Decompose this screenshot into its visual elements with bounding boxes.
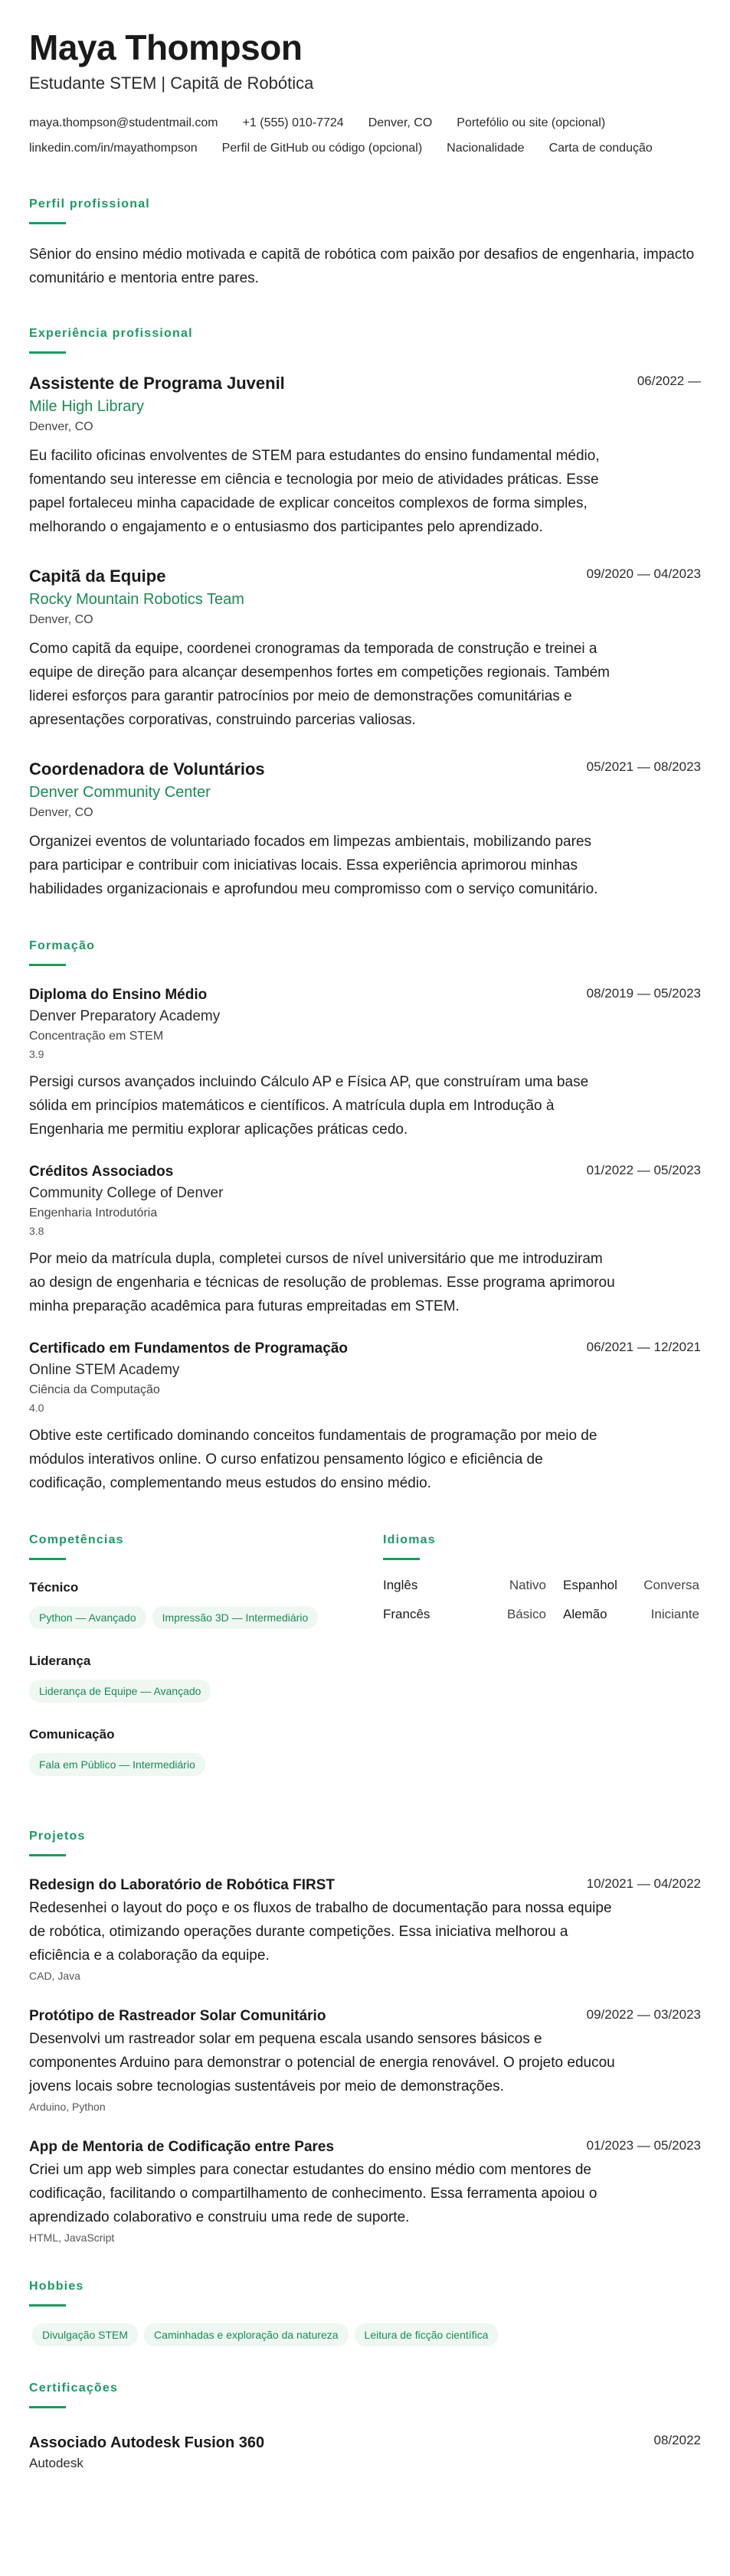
project-entry xyxy=(29,2006,701,2115)
section-rule xyxy=(29,1854,66,1856)
contact-list xyxy=(29,110,701,161)
language-level: Básico xyxy=(506,1607,546,1621)
entry-organization: Rocky Mountain Robotics Team xyxy=(29,591,244,608)
language-name: Espanhol xyxy=(563,1578,617,1592)
candidate-headline: Estudante STEM | Capitã de Robótica xyxy=(29,73,314,93)
entry-title: Assistente de Programa Juvenil xyxy=(29,374,285,393)
entry-location: Denver, CO xyxy=(29,806,93,819)
project-entry xyxy=(29,2137,701,2246)
entry-description: Organizei eventos de voluntariado focados em limpezas ambientais, mobilizando pares para participar e contribuir com iniciativas locais. Essa experiência aprimorou minhas habilidades organizacionais e aprofundou meu compromisso com o serviço comunitário. xyxy=(29,834,598,897)
hobby-chip: Caminhadas e exploração da natureza xyxy=(144,2323,349,2346)
skill-category: Técnico xyxy=(29,1580,79,1595)
entry-description: Eu facilito oficinas envolventes de STEM para estudantes do ensino fundamental médio, fomentando seu interesse em ciência e tecnologia por meio de atividades práticas. Esse papel fortaleceu minha capacidade de explicar conceitos complexos de forma simples, melhorando o engajamento e o entusiasmo dos participantes pelo aprendizado. xyxy=(29,448,600,535)
entry-title: App de Mentoria de Codificação entre Pares xyxy=(29,2139,335,2155)
entry-gpa: 4.0 xyxy=(29,1402,44,1414)
entry-gpa: 3.9 xyxy=(29,1048,44,1060)
skill-group xyxy=(29,1725,383,1782)
section-title: Certificações xyxy=(29,2382,119,2395)
entry-location: Denver, CO xyxy=(29,613,93,626)
entry-title: Capitã da Equipe xyxy=(29,566,166,586)
entry-title: Coordenadora de Voluntários xyxy=(29,759,265,779)
section-title: Experiência profissional xyxy=(29,327,193,340)
skill-group xyxy=(29,1652,383,1709)
project-entry xyxy=(29,1875,701,1984)
entry-institution: Denver Preparatory Academy xyxy=(29,1008,221,1024)
certifications-section xyxy=(29,2380,701,2473)
education-entry xyxy=(29,1161,701,1318)
entry-title: Redesign do Laboratório de Robótica FIRST xyxy=(29,1877,336,1893)
entry-description: Como capitã da equipe, coordenei cronogramas da temporada de construção e treinei a equipe de direção para alcançar desempenhos fortes em competições regionais. Também liderei esforços para garantir patrocínios por meio de demonstrações comunitárias e apresentações corporativas, construindo parcerias valiosas. xyxy=(29,641,610,728)
skill-chip: Python — Avançado xyxy=(29,1606,146,1629)
language-name: Inglês xyxy=(383,1578,418,1592)
contact-github: Perfil de GitHub ou código (opcional) xyxy=(221,142,423,155)
section-title: Perfil profissional xyxy=(29,198,150,211)
entry-gpa: 3.8 xyxy=(29,1225,44,1237)
entry-organization: Mile High Library xyxy=(29,398,145,415)
resume-header xyxy=(29,26,701,161)
languages-section xyxy=(383,1532,701,1799)
section-title: Formação xyxy=(29,939,96,952)
entry-date: 08/2019 — 05/2023 xyxy=(586,986,701,1001)
entry-field: Engenharia Introdutória xyxy=(29,1206,158,1219)
entry-date: 06/2022 — xyxy=(637,374,701,388)
entry-description: Obtive este certificado dominando conceitos fundamentais de programação por meio de módulos interativos online. O curso enfatizou pensamento lógico e eficiência de codificação, complementando meus estudos do ensino médio. xyxy=(29,1428,597,1491)
section-title: Projetos xyxy=(29,1830,86,1843)
contact-location: Denver, CO xyxy=(368,116,433,129)
education-section xyxy=(29,938,701,1495)
contact-email: maya.thompson@studentmail.com xyxy=(29,116,218,129)
entry-title: Diploma do Ensino Médio xyxy=(29,987,208,1003)
entry-date: 08/2022 xyxy=(653,2433,701,2447)
entry-institution: Online STEM Academy xyxy=(29,1362,180,1378)
entry-description: Persigi cursos avançados incluindo Cálculo AP e Física AP, que construíram uma base sólida em princípios matemáticos e científicos. A matrícula dupla em Introdução à Engenharia me permitiu explorar aplicações práticas cedo. xyxy=(29,1074,589,1138)
entry-date: 10/2021 — 04/2022 xyxy=(586,1876,701,1891)
experience-entry xyxy=(29,758,701,901)
section-rule xyxy=(29,964,66,966)
entry-description: Desenvolvi um rastreador solar em pequena escala usando sensores básicos e componentes Arduino para demonstrar o potencial de energia renovável. O projeto educou jovens locais sobre tecnologias sustentáveis por meio de demonstrações. xyxy=(29,2031,615,2094)
section-rule xyxy=(383,1558,420,1560)
entry-institution: Community College of Denver xyxy=(29,1185,224,1201)
skill-chip: Fala em Público — Intermediário xyxy=(29,1753,205,1776)
section-title: Competências xyxy=(29,1533,124,1546)
contact-portfolio: Portefólio ou site (opcional) xyxy=(457,116,606,129)
entry-title: Créditos Associados xyxy=(29,1164,174,1180)
entry-title: Certificado em Fundamentos de Programação xyxy=(29,1340,348,1357)
section-rule xyxy=(29,351,66,354)
hobbies-section xyxy=(29,2278,701,2352)
skill-group xyxy=(29,1579,383,1635)
section-rule xyxy=(29,2304,66,2307)
entry-location: Denver, CO xyxy=(29,420,93,433)
entry-date: 06/2021 — 12/2021 xyxy=(586,1340,701,1354)
language-level: Conversa xyxy=(643,1578,699,1592)
language-level: Nativo xyxy=(509,1578,546,1592)
contact-driving-license: Carta de condução xyxy=(548,142,653,155)
entry-description: Por meio da matrícula dupla, completei cursos de nível universitário que me introduziram ao design de engenharia e técnicas de resolução de problemas. Esse programa aprimorou minha preparação acadêmica para futuras empreitadas em STEM. xyxy=(29,1251,615,1314)
language-name: Alemão xyxy=(563,1607,607,1621)
skill-chip: Impressão 3D — Intermediário xyxy=(152,1606,319,1629)
entry-technologies: Arduino, Python xyxy=(29,2101,106,2113)
education-entry xyxy=(29,984,701,1141)
entry-organization: Denver Community Center xyxy=(29,784,211,801)
entry-field: Concentração em STEM xyxy=(29,1030,164,1043)
entry-title: Associado Autodesk Fusion 360 xyxy=(29,2434,265,2451)
education-entry xyxy=(29,1338,701,1495)
hobby-chip: Leitura de ficção científica xyxy=(355,2323,499,2346)
entry-title: Protótipo de Rastreador Solar Comunitário xyxy=(29,2008,326,2024)
profile-text: Sênior do ensino médio motivada e capitã de robótica com paixão por desafios de engenharia, impacto comunitário e mentoria entre pares. xyxy=(29,246,695,286)
skill-category: Liderança xyxy=(29,1654,91,1668)
experience-entry xyxy=(29,372,701,539)
entry-issuer: Autodesk xyxy=(29,2456,83,2470)
projects-section xyxy=(29,1828,701,2246)
experience-entry xyxy=(29,565,701,732)
candidate-name: Maya Thompson xyxy=(29,28,303,67)
language-level: Iniciante xyxy=(650,1607,699,1621)
certification-entry xyxy=(29,2431,701,2473)
entry-date: 01/2023 — 05/2023 xyxy=(586,2138,701,2153)
entry-technologies: CAD, Java xyxy=(29,1970,80,1982)
skills-section xyxy=(29,1532,383,1799)
section-title: Hobbies xyxy=(29,2280,84,2293)
section-rule xyxy=(29,2406,66,2408)
skill-chip: Liderança de Equipe — Avançado xyxy=(29,1680,211,1703)
language-name: Francês xyxy=(383,1607,430,1621)
entry-technologies: HTML, JavaScript xyxy=(29,2232,115,2244)
contact-nationality: Nacionalidade xyxy=(447,142,525,155)
entry-field: Ciência da Computação xyxy=(29,1383,160,1396)
entry-date: 09/2020 — 04/2023 xyxy=(586,566,701,581)
profile-section xyxy=(29,196,701,290)
entry-description: Redesenhei o layout do poço e os fluxos de trabalho de documentação para nossa equipe de robótica, otimizando operações durante competições. Essa iniciativa melhorou a eficiência e a colaboração da equipe. xyxy=(29,1900,612,1964)
language-row xyxy=(383,1571,701,1600)
language-row xyxy=(383,1600,701,1629)
section-title: Idiomas xyxy=(383,1533,436,1546)
skills-languages-row xyxy=(29,1532,701,1799)
entry-date: 01/2022 — 05/2023 xyxy=(586,1163,701,1177)
entry-date: 09/2022 — 03/2023 xyxy=(586,2007,701,2022)
entry-description: Criei um app web simples para conectar estudantes do ensino médio com mentores de codificação, facilitando o compartilhamento de conhecimento. Essa ferramenta apoiou o aprendizado colaborativo e construiu uma rede de suporte. xyxy=(29,2162,597,2225)
entry-date: 05/2021 — 08/2023 xyxy=(586,759,701,774)
contact-linkedin: linkedin.com/in/mayathompson xyxy=(29,142,198,155)
contact-phone: +1 (555) 010-7724 xyxy=(242,116,344,129)
section-rule xyxy=(29,222,66,224)
experience-section xyxy=(29,325,701,901)
skill-category: Comunicação xyxy=(29,1727,115,1742)
section-rule xyxy=(29,1558,66,1560)
hobby-chip: Divulgação STEM xyxy=(32,2323,138,2346)
